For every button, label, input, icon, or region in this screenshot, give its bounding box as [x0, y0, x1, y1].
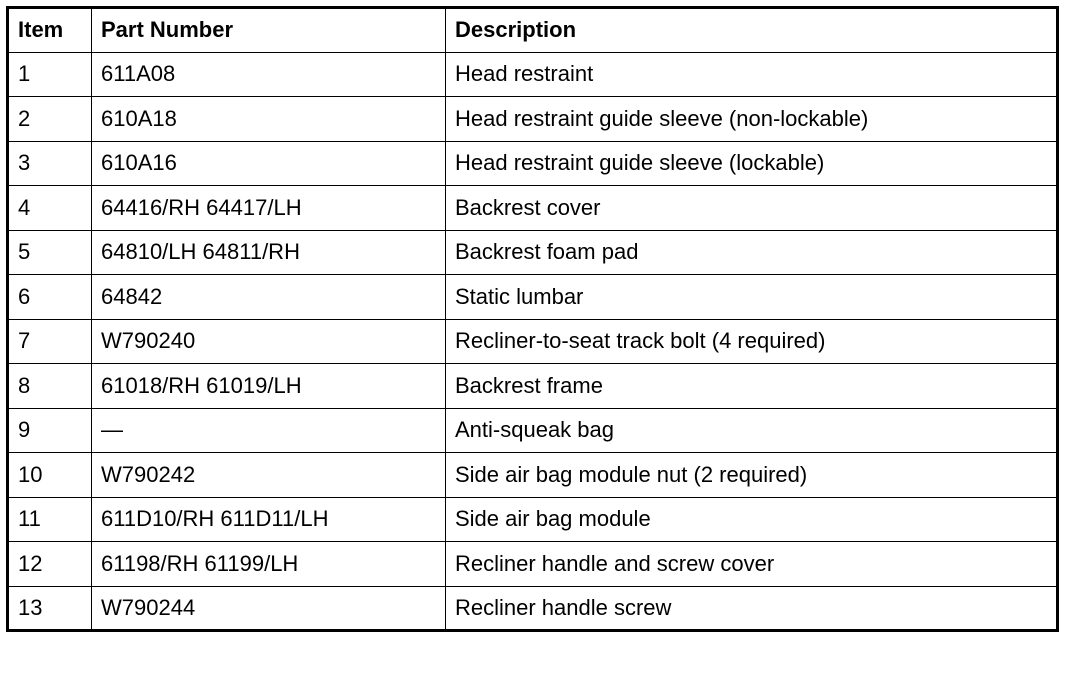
table-row: [8, 497, 1058, 542]
part-number-cell: W790244: [92, 586, 446, 631]
description-cell: Backrest frame: [446, 364, 1058, 409]
table-body: [8, 52, 1058, 631]
item-cell: 3: [8, 141, 92, 186]
table-row: [8, 319, 1058, 364]
part-number-cell: 64842: [92, 275, 446, 320]
part-number-cell: W790242: [92, 453, 446, 498]
table-row: [8, 97, 1058, 142]
header-description: Description: [446, 8, 1058, 53]
part-number-cell: W790240: [92, 319, 446, 364]
description-cell: Recliner handle and screw cover: [446, 542, 1058, 587]
item-cell: 4: [8, 186, 92, 231]
description-cell: Recliner-to-seat track bolt (4 required): [446, 319, 1058, 364]
item-cell: 13: [8, 586, 92, 631]
table-row: [8, 141, 1058, 186]
item-cell: 7: [8, 319, 92, 364]
header-item: Item: [8, 8, 92, 53]
part-number-cell: 64810/LH 64811/RH: [92, 230, 446, 275]
item-cell: 2: [8, 97, 92, 142]
header-part-number: Part Number: [92, 8, 446, 53]
item-cell: 5: [8, 230, 92, 275]
part-number-cell: 610A16: [92, 141, 446, 186]
item-cell: 1: [8, 52, 92, 97]
item-cell: 10: [8, 453, 92, 498]
part-number-cell: 610A18: [92, 97, 446, 142]
parts-table: [6, 6, 1059, 632]
description-cell: Recliner handle screw: [446, 586, 1058, 631]
table-row: [8, 364, 1058, 409]
table-row: [8, 52, 1058, 97]
description-cell: Backrest foam pad: [446, 230, 1058, 275]
table-row: [8, 275, 1058, 320]
description-cell: Anti-squeak bag: [446, 408, 1058, 453]
table-row: [8, 542, 1058, 587]
part-number-cell: —: [92, 408, 446, 453]
table-row: [8, 453, 1058, 498]
item-cell: 12: [8, 542, 92, 587]
description-cell: Backrest cover: [446, 186, 1058, 231]
part-number-cell: 61018/RH 61019/LH: [92, 364, 446, 409]
item-cell: 9: [8, 408, 92, 453]
table-row: [8, 186, 1058, 231]
table-header: [8, 8, 1058, 53]
table-row: [8, 230, 1058, 275]
table-row: [8, 408, 1058, 453]
part-number-cell: 61198/RH 61199/LH: [92, 542, 446, 587]
description-cell: Side air bag module: [446, 497, 1058, 542]
description-cell: Head restraint guide sleeve (lockable): [446, 141, 1058, 186]
item-cell: 6: [8, 275, 92, 320]
description-cell: Static lumbar: [446, 275, 1058, 320]
part-number-cell: 64416/RH 64417/LH: [92, 186, 446, 231]
table-row: [8, 586, 1058, 631]
part-number-cell: 611A08: [92, 52, 446, 97]
item-cell: 11: [8, 497, 92, 542]
header-row: [8, 8, 1058, 53]
description-cell: Head restraint guide sleeve (non-lockable): [446, 97, 1058, 142]
description-cell: Head restraint: [446, 52, 1058, 97]
part-number-cell: 611D10/RH 611D11/LH: [92, 497, 446, 542]
description-cell: Side air bag module nut (2 required): [446, 453, 1058, 498]
item-cell: 8: [8, 364, 92, 409]
